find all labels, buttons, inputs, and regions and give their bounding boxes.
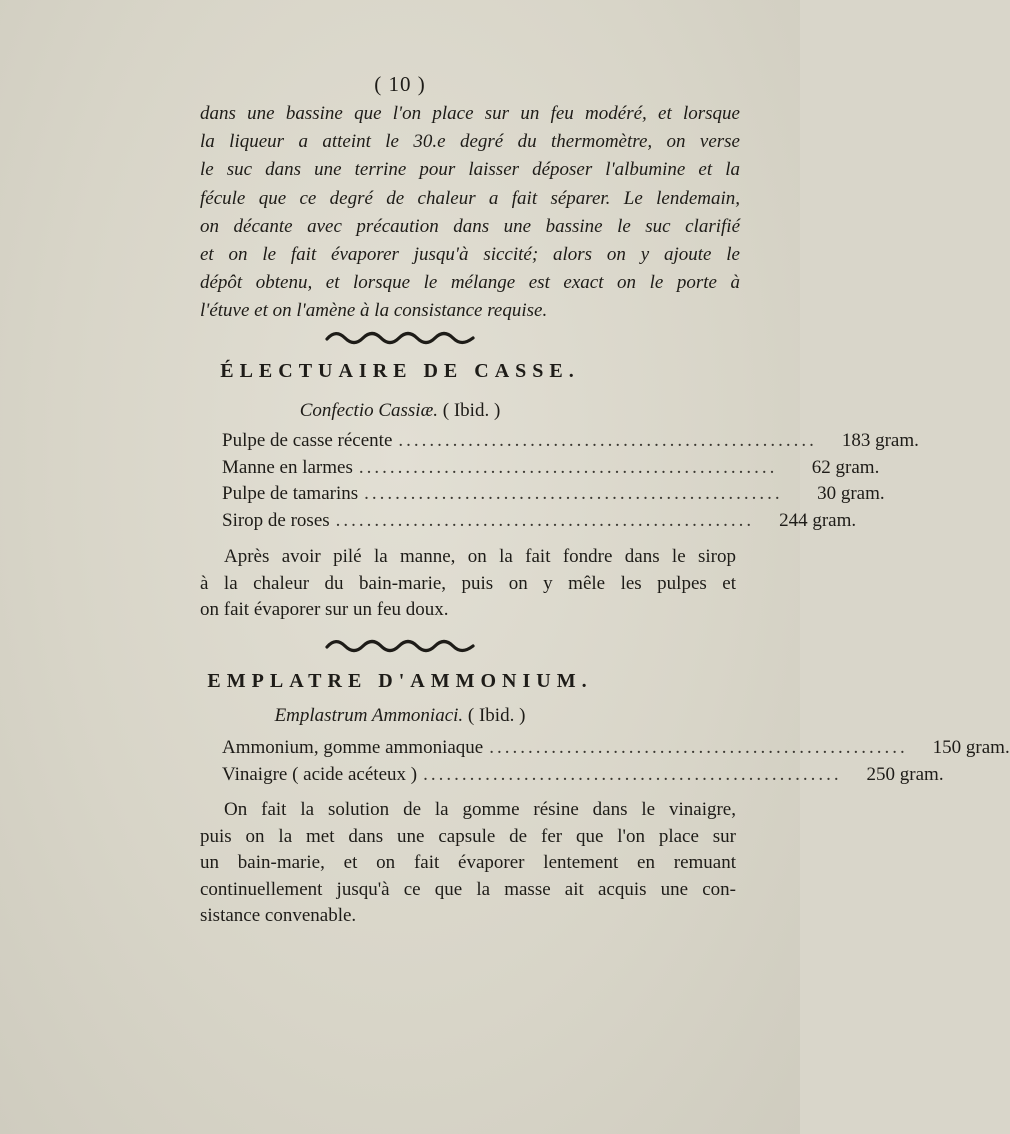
section1-title: ÉLECTUAIRE DE CASSE.	[220, 360, 580, 382]
leader-dots: ......................................................	[489, 737, 908, 758]
method-line: On fait la solution de la gomme résine dans le vinaigre,	[224, 799, 736, 820]
ingredient-row	[222, 763, 944, 791]
method-line: Après avoir pilé la manne, on la fait fondre dans le sirop	[224, 546, 736, 567]
wave-ornament-icon	[0, 638, 800, 659]
leader-dots: ......................................................	[423, 763, 842, 785]
method-line: on fait évaporer sur un feu doux.	[200, 599, 449, 621]
ingredient-name: Pulpe de tamarins	[222, 483, 359, 504]
method-line: sistance convenable.	[200, 905, 357, 927]
ingredient-row	[222, 737, 1010, 764]
ingredient-name: Pulpe de casse récente	[222, 430, 393, 451]
section1-latin: Confectio Cassiæ.	[299, 400, 439, 421]
section1-method	[200, 544, 736, 624]
ingredient-qty: 183 gram.	[841, 430, 919, 451]
intro-line: on décante avec précaution dans une bassine le suc clarifié	[200, 215, 740, 237]
ingredient-row	[222, 456, 880, 484]
ingredient-qty: 62 gram.	[811, 456, 880, 478]
intro-line: et on le fait évaporer jusqu'à siccité; alors on y ajoute le	[200, 244, 740, 266]
ingredient-name: Manne en larmes	[222, 456, 353, 478]
leader-dots: ......................................................	[335, 509, 755, 531]
method-line: un bain-marie, et on fait évaporer lentement en remuant	[200, 852, 736, 874]
method-line: puis on la met dans une capsule de fer que l'on place sur	[200, 825, 736, 847]
section1-subtitle	[0, 400, 800, 422]
method-line: à la chaleur du bain-marie, puis on y mêle les pulpes et	[200, 572, 736, 594]
section2-title: EMPLATRE D'AMMONIUM.	[207, 670, 593, 692]
ingredient-qty: 250 gram.	[866, 763, 944, 785]
intro-line: dépôt obtenu, et lorsque le mélange est exact on le porte à	[200, 272, 740, 294]
ingredient-name: Sirop de roses	[222, 509, 330, 531]
section2-subtitle	[0, 705, 800, 727]
intro-line: la liqueur a atteint le 30.e degré du thermomètre, on verse	[200, 131, 740, 153]
leader-dots: ......................................................	[398, 430, 817, 451]
page-number: ( 10 )	[374, 72, 426, 96]
intro-line: l'étuve et on l'amène à la consistance requise.	[200, 300, 548, 322]
ingredient-row	[222, 430, 919, 457]
ingredient-qty: 244 gram.	[779, 509, 857, 531]
leader-dots: ......................................................	[364, 483, 783, 504]
section1-ingredients	[222, 430, 919, 536]
section2-latin: Emplastrum Ammoniaci.	[274, 705, 464, 726]
section2-method	[200, 797, 736, 930]
ingredient-name: Ammonium, gomme ammoniaque	[222, 737, 484, 758]
section2-source: ( Ibid. )	[467, 705, 526, 726]
section1-source: ( Ibid. )	[442, 400, 501, 421]
ingredient-row	[222, 509, 857, 537]
ingredient-name: Vinaigre ( acide acéteux )	[222, 763, 418, 785]
intro-paragraph	[200, 100, 740, 326]
ingredient-qty: 150 gram.	[932, 737, 1010, 758]
intro-line: dans une bassine que l'on place sur un feu modéré, et lorsque	[200, 103, 740, 124]
intro-line: le suc dans une terrine pour laisser déposer l'albumine et la	[200, 159, 740, 181]
wave-ornament-icon	[0, 330, 800, 351]
intro-line: fécule que ce degré de chaleur a fait séparer. Le lendemain,	[200, 187, 740, 209]
section2-ingredients	[222, 737, 1010, 790]
ingredient-row	[222, 483, 885, 510]
method-line: continuellement jusqu'à ce que la masse ait acquis une con-	[200, 878, 736, 900]
ingredient-qty: 30 gram.	[817, 483, 885, 504]
leader-dots: ......................................................	[358, 456, 778, 478]
